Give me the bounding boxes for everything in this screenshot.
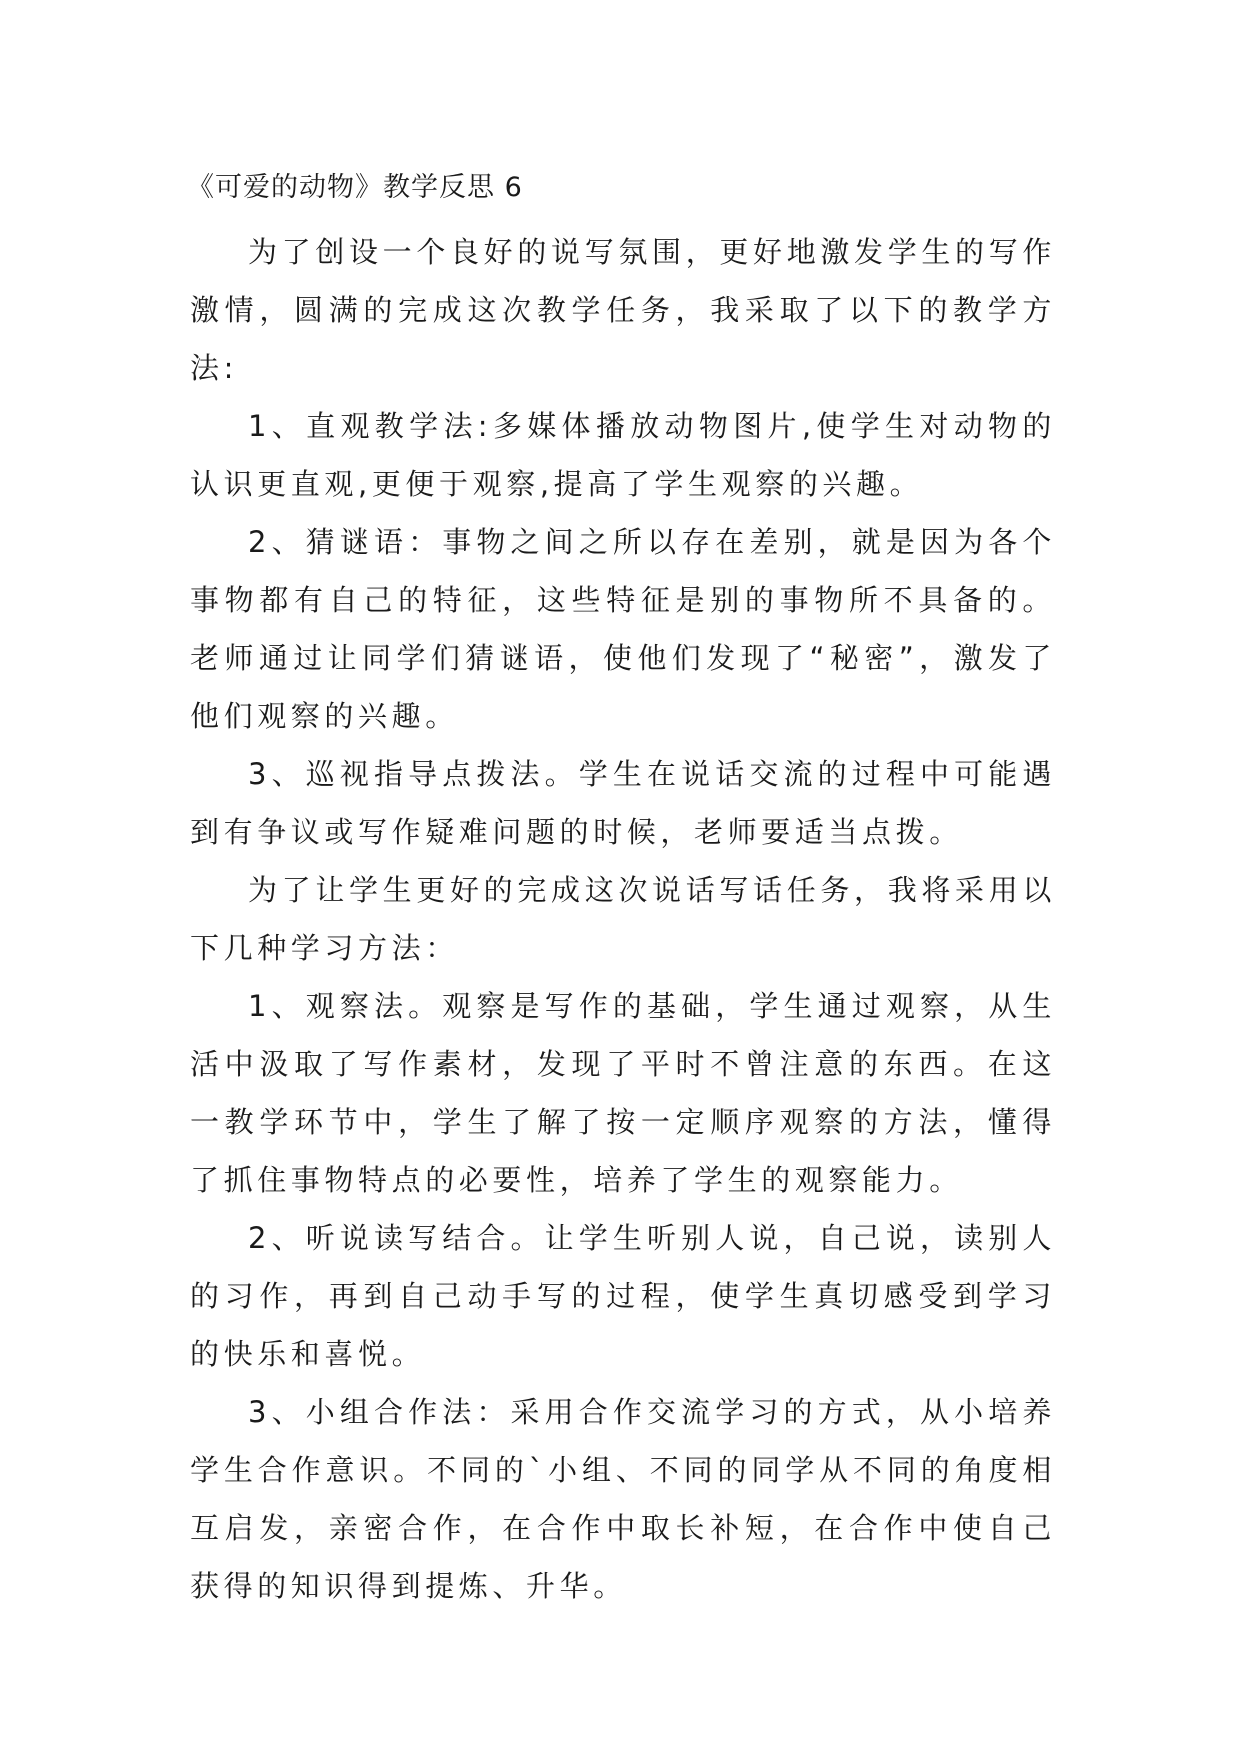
paragraph-learning-intro: 为了让学生更好的完成这次说话写话任务，我将采用以下几种学习方法： xyxy=(190,873,1056,965)
paragraph-teaching-method-2: 2、猜谜语：事物之间之所以存在差别，就是因为各个事物都有自己的特征，这些特征是别的事物所不具备的。老师通过让同学们猜谜语，使他们发现了“秘密”，激发了他们观察的兴趣。 xyxy=(190,525,1056,733)
document-title: 《可爱的动物》教学反思 6 xyxy=(187,172,523,203)
paragraph-teaching-method-1: 1、直观教学法:多媒体播放动物图片,使学生对动物的认识更直观,更便于观察,提高了学生观察的兴趣。 xyxy=(190,409,1056,501)
paragraph-learning-method-2: 2、听说读写结合。让学生听别人说，自己说，读别人的习作，再到自己动手写的过程，使学生真切感受到学习的快乐和喜悦。 xyxy=(190,1221,1056,1371)
paragraph-learning-method-1: 1、观察法。观察是写作的基础，学生通过观察，从生活中汲取了写作素材，发现了平时不曾注意的东西。在这一教学环节中，学生了解了按一定顺序观察的方法，懂得了抓住事物特点的必要性，培养了学生的观察能力。 xyxy=(190,989,1056,1197)
paragraph-intro: 为了创设一个良好的说写氛围，更好地激发学生的写作激情，圆满的完成这次教学任务，我采取了以下的教学方法: xyxy=(190,235,1056,385)
document-body xyxy=(187,165,1056,1615)
paragraph-teaching-method-3: 3、巡视指导点拨法。学生在说话交流的过程中可能遇到有争议或写作疑难问题的时候，老师要适当点拨。 xyxy=(190,757,1056,849)
paragraph-learning-method-3: 3、小组合作法：采用合作交流学习的方式，从小培养学生合作意识。不同的`小组、不同的同学从不同的角度相互启发，亲密合作，在合作中取长补短，在合作中使自己获得的知识得到提炼、升华。 xyxy=(190,1395,1056,1603)
